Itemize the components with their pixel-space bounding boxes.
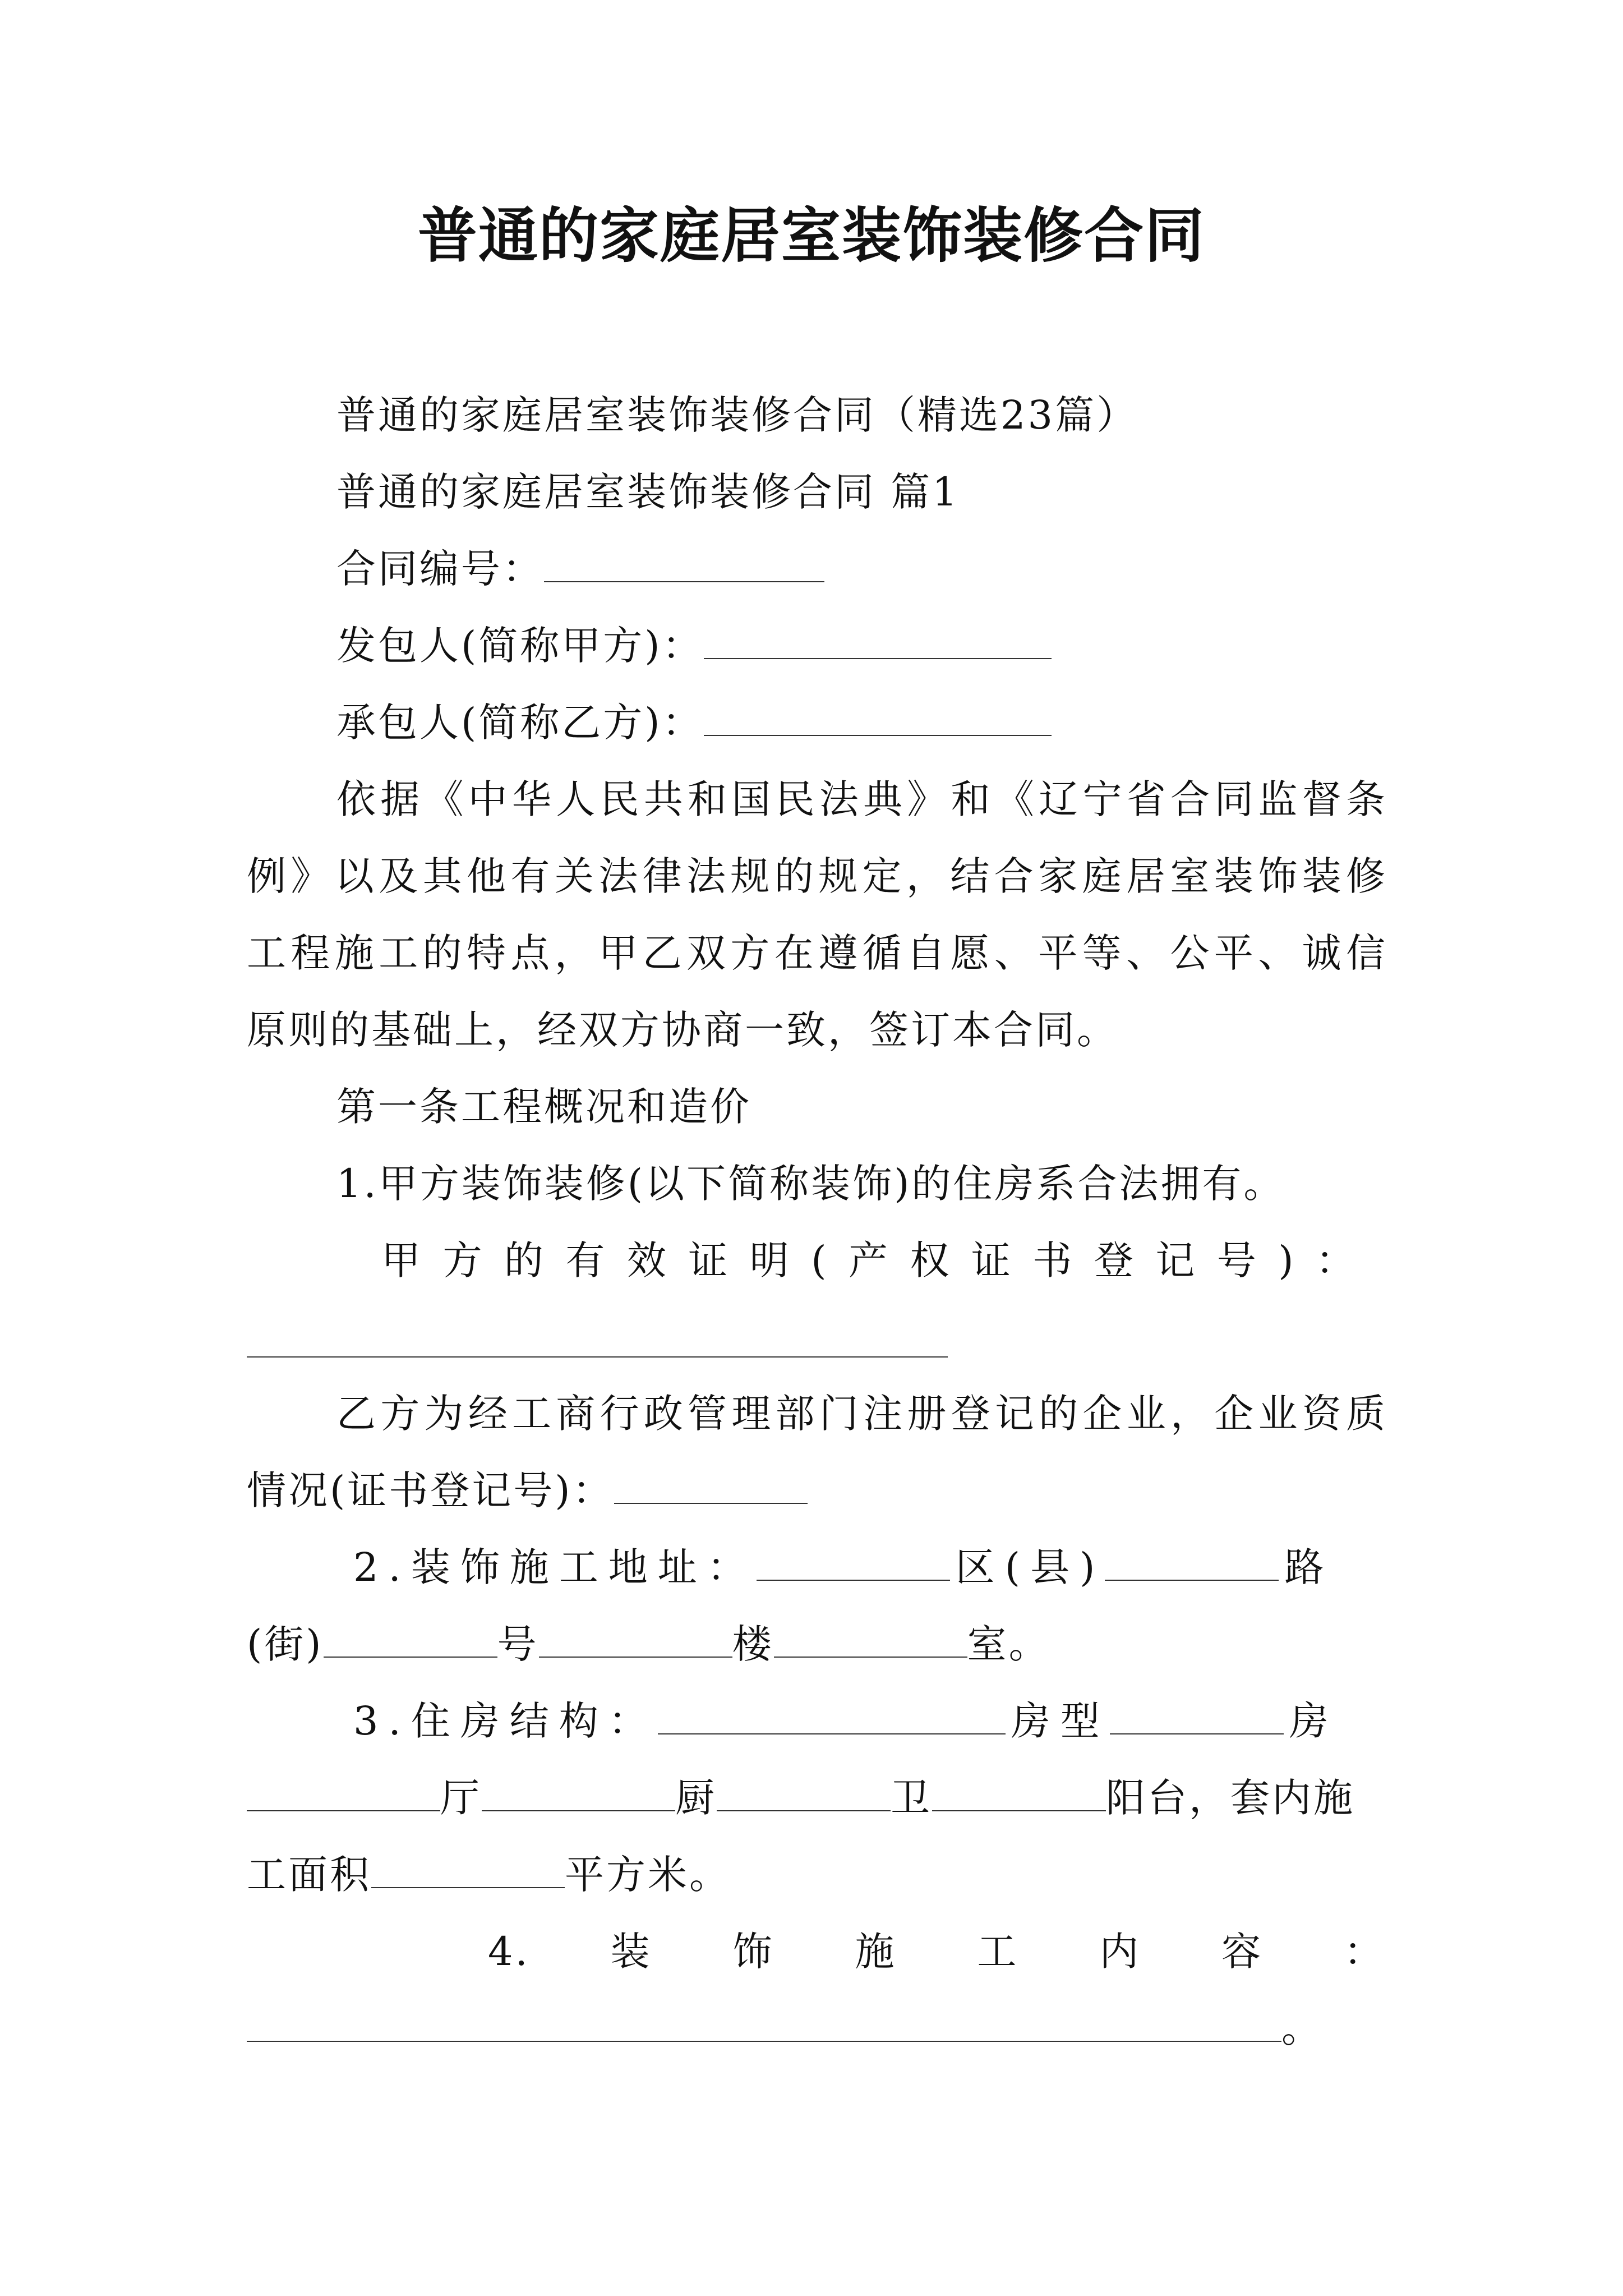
intro-line-2: 例》以及其他有关法律法规的规定，结合家庭居室装饰装修 — [247, 853, 1387, 899]
area-prefix-label: 工面积 — [247, 1852, 371, 1898]
party-b-qualification-line-1: 乙方为经工商行政管理部门注册登记的企业，企业资质 — [336, 1391, 1387, 1437]
party-b-qualification-line-2 — [247, 1462, 1387, 1519]
kitchen-count-blank — [717, 1773, 891, 1811]
item-1-certificate-label: 甲方的有效证明(产权证书登记号)： — [381, 1237, 1357, 1283]
item-2-label: 2.装饰施工地址： — [353, 1544, 757, 1590]
section-heading: 普通的家庭居室装饰装修合同 篇1 — [336, 469, 960, 515]
party-a-line — [336, 618, 1387, 674]
room-label: 房 — [1289, 1698, 1339, 1744]
certificate-blank — [247, 1356, 948, 1358]
street-label: (街) — [247, 1621, 324, 1667]
contract-number-line — [336, 541, 1387, 597]
structure-blank — [658, 1696, 1006, 1734]
party-b-certificate-label: 情况(证书登记号)： — [247, 1467, 614, 1513]
construction-content-blank — [247, 2004, 1281, 2042]
road-label: 路 — [1284, 1544, 1334, 1590]
road-blank — [1105, 1543, 1279, 1581]
document-title: 普通的家庭居室装饰装修合同 — [418, 200, 1205, 270]
kitchen-label: 厨 — [675, 1775, 717, 1821]
room-count-blank — [247, 1773, 440, 1811]
room-suffix-label: 室。 — [967, 1621, 1050, 1667]
district-blank — [757, 1543, 950, 1581]
item-1-text: 1.甲方装饰装修(以下简称装饰)的住房系合法拥有。 — [336, 1161, 1285, 1207]
area-blank — [371, 1850, 565, 1888]
number-label: 号 — [497, 1621, 539, 1667]
bath-label: 卫 — [891, 1775, 932, 1821]
party-a-label: 发包人(简称甲方)： — [336, 623, 704, 669]
item-3-structure-line-1 — [353, 1693, 1387, 1749]
party-b-blank — [704, 698, 1052, 736]
item-3-structure-line-3 — [247, 1847, 1387, 1903]
hall-label: 厅 — [440, 1775, 482, 1821]
party-a-blank — [704, 621, 1052, 659]
balcony-label: 阳台，套内施 — [1106, 1775, 1355, 1821]
intro-line-4: 原则的基础上，经双方协商一致，签订本合同。 — [247, 1007, 1118, 1053]
party-b-label: 承包人(简称乙方)： — [336, 700, 704, 746]
party-b-line — [336, 694, 1387, 751]
contract-number-blank — [544, 544, 824, 582]
street-blank — [324, 1619, 497, 1658]
house-type-blank — [1110, 1696, 1284, 1734]
intro-line-1: 依据《中华人民共和国民法典》和《辽宁省合同监督条 — [336, 776, 1387, 822]
house-type-label: 房型 — [1011, 1698, 1110, 1744]
item-4-end: 。 — [1281, 2005, 1323, 2051]
area-unit-label: 平方米。 — [565, 1852, 731, 1898]
article-1-heading: 第一条工程概况和造价 — [336, 1084, 751, 1130]
intro-line-3: 工程施工的特点，甲乙双方在遵循自愿、平等、公平、诚信 — [247, 930, 1387, 976]
number-blank — [539, 1619, 732, 1658]
item-2-address-line-2 — [247, 1616, 1387, 1672]
building-label: 楼 — [732, 1621, 774, 1667]
district-label: 区(县) — [955, 1544, 1105, 1590]
bath-count-blank — [932, 1773, 1106, 1811]
item-3-structure-line-2 — [247, 1770, 1387, 1826]
item-3-label: 3.住房结构： — [353, 1698, 658, 1744]
building-blank — [774, 1619, 967, 1658]
contract-number-label: 合同编号： — [336, 546, 544, 592]
item-2-address-line-1 — [353, 1539, 1387, 1595]
party-b-certificate-blank — [614, 1466, 808, 1504]
hall-count-blank — [482, 1773, 675, 1811]
item-4-label: 4.装饰施工内容： — [488, 1929, 1385, 1975]
item-4-content-line — [247, 2000, 1387, 2056]
document-subtitle: 普通的家庭居室装饰装修合同（精选23篇） — [336, 392, 1138, 438]
